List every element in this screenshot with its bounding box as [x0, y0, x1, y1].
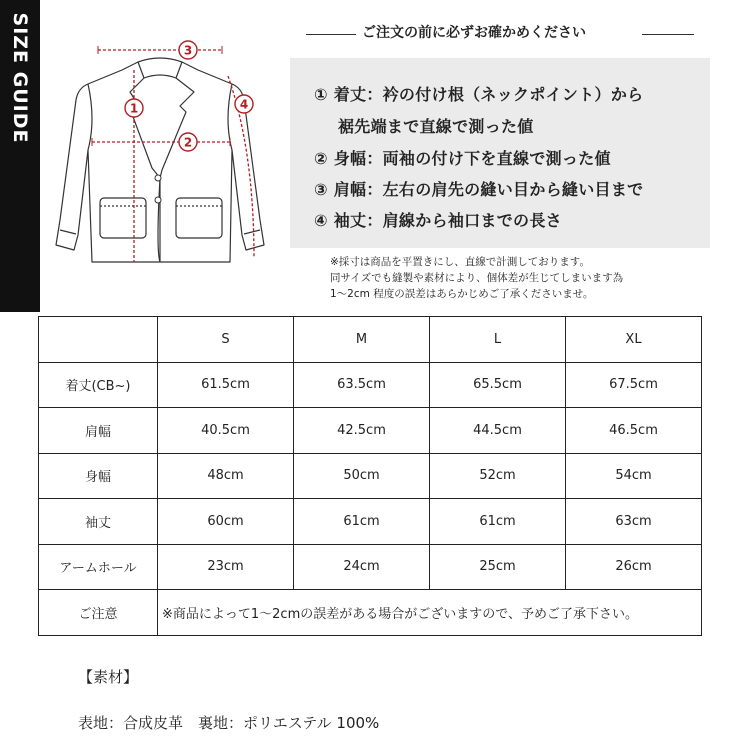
info-line-1: ① 着丈：衿の付け根（ネックポイント）から — [314, 85, 644, 104]
table-cell: 61cm — [430, 499, 566, 545]
svg-text:3: 3 — [183, 43, 193, 58]
info-line-4: ④ 袖丈：肩線から袖口までの長さ — [314, 211, 562, 230]
info-line-2: ② 身幅：両袖の付け下を直線で測った値 — [314, 149, 611, 168]
svg-text:1: 1 — [129, 101, 139, 116]
marker-1-icon — [125, 99, 143, 117]
table-cell: 65.5cm — [430, 362, 566, 408]
row-label: 身幅 — [39, 453, 158, 499]
table-header-row — [39, 317, 702, 363]
info-line-1-cont: 裾先端まで直線で測った値 — [338, 117, 534, 136]
table-cell: 50cm — [294, 453, 430, 499]
info-line-3: ③ 肩幅：左右の肩先の縫い目から縫い目まで — [314, 180, 644, 199]
table-row — [39, 362, 702, 408]
caution-rule-left — [306, 34, 356, 35]
table-header-cell: L — [430, 317, 566, 363]
measurement-note-2: 同サイズでも縫製や素材により、個体差が生じてしまいます為 — [330, 272, 624, 284]
table-cell: 25cm — [430, 544, 566, 590]
caution-title: ご注文の前に必ずお確かめください — [362, 25, 586, 41]
table-header-cell — [39, 317, 158, 363]
table-header-cell: S — [158, 317, 294, 363]
table-cell: 60cm — [158, 499, 294, 545]
table-row — [39, 544, 702, 590]
table-cell: 42.5cm — [294, 408, 430, 454]
jacket-lapel-right — [160, 78, 194, 178]
material-body: 表地：合成皮革 裏地：ポリエステル 100% — [78, 714, 380, 732]
caution-rule-right — [642, 34, 694, 35]
table-cell: 26cm — [566, 544, 702, 590]
table-cell: 23cm — [158, 544, 294, 590]
marker-2-icon — [179, 133, 197, 151]
size-guide-label: SIZE GUIDE — [9, 12, 31, 144]
table-row — [39, 499, 702, 545]
pocket-left — [100, 198, 146, 238]
table-cell: 63cm — [566, 499, 702, 545]
row-label: 着丈(CB~) — [39, 362, 158, 408]
pocket-right — [176, 198, 222, 238]
row-label: アームホール — [39, 544, 158, 590]
table-cell: 40.5cm — [158, 408, 294, 454]
table-cell: 24cm — [294, 544, 430, 590]
table-header-cell: XL — [566, 317, 702, 363]
table-cell: 63.5cm — [294, 362, 430, 408]
table-cell: 54cm — [566, 453, 702, 499]
table-header-cell: M — [294, 317, 430, 363]
table-cell: 52cm — [430, 453, 566, 499]
marker-3-icon — [179, 41, 197, 59]
measurement-info-panel — [290, 58, 710, 248]
jacket-diagram — [48, 30, 288, 270]
size-guide-band — [0, 0, 40, 312]
note-text: ※商品によって1～2cmの誤差がある場合がございますので、予めご了承下さい。 — [158, 590, 702, 636]
measurement-note-1: ※採寸は商品を平置きにし、直線で計測しております。 — [330, 256, 590, 268]
row-label: 袖丈 — [39, 499, 158, 545]
table-cell: 61cm — [294, 499, 430, 545]
marker-4-icon — [235, 95, 253, 113]
button-upper — [155, 175, 161, 181]
note-label: ご注意 — [39, 590, 158, 636]
svg-text:4: 4 — [239, 97, 249, 112]
row-label: 肩幅 — [39, 408, 158, 454]
table-cell: 61.5cm — [158, 362, 294, 408]
table-note-row — [39, 590, 702, 636]
button-lower — [155, 197, 161, 203]
table-row — [39, 408, 702, 454]
svg-text:2: 2 — [183, 135, 193, 150]
measurement-note-3: 1～2cm 程度の誤差はあらかじめご了承くださいませ。 — [330, 288, 594, 300]
table-cell: 44.5cm — [430, 408, 566, 454]
table-cell: 48cm — [158, 453, 294, 499]
size-table — [38, 316, 702, 636]
table-cell: 67.5cm — [566, 362, 702, 408]
table-row — [39, 453, 702, 499]
material-title: 【素材】 — [78, 668, 139, 686]
table-cell: 46.5cm — [566, 408, 702, 454]
jacket-collar — [138, 58, 182, 78]
